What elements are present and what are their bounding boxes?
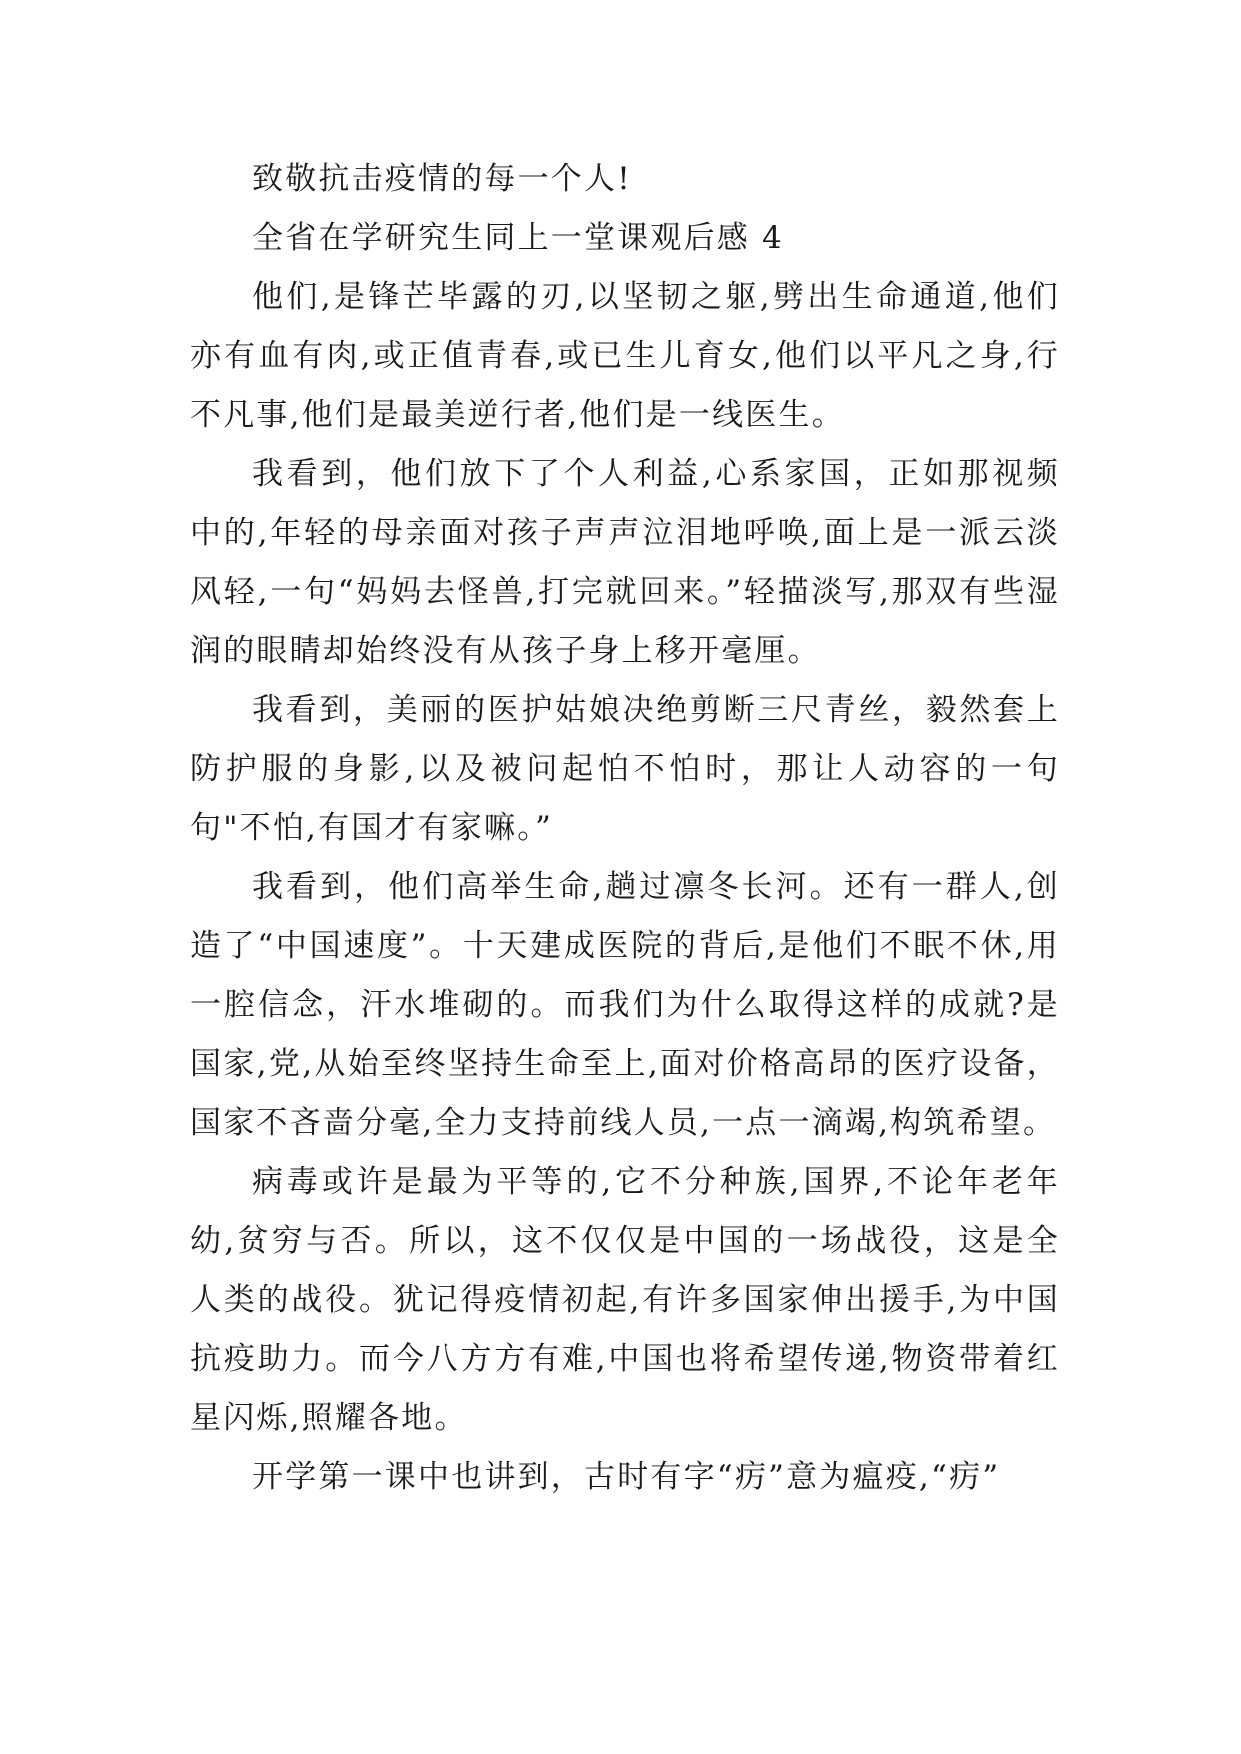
section-title: 全省在学研究生同上一堂课观后感 4: [252, 220, 784, 256]
paragraph-frontline-doctors: 他们,是锋芒毕露的刃,以坚韧之躯,劈出生命通道,他们亦有血有肉,或正值青春,或已生儿育女,他们以平凡之身,行不凡事,他们是最美逆行者,他们是一线医生。: [190, 279, 1060, 433]
paragraph-global-fight: 病毒或许是最为平等的,它不分种族,国界,不论年老年幼,贫穷与否。所以，这不仅仅是中国的一场战役，这是全人类的战役。犹记得疫情初起,有许多国家伸出援手,为中国抗疫助力。而今八方方有难,中国也将希望传递,物资带着红星闪烁,照耀各地。: [190, 1164, 1060, 1436]
paragraph-young-mother: 我看到，他们放下了个人利益,心系家国，正如那视频中的,年轻的母亲面对孩子声声泣泪地呼唤,面上是一派云淡风轻,一句“妈妈去怪兽,打完就回来。”轻描淡写,那双有些湿润的眼睛却始终没有从孩子身上移开毫厘。: [190, 456, 1060, 669]
document-body: [190, 150, 1060, 1507]
paragraph-first-lesson: 开学第一课中也讲到，古时有字“疠”意为瘟疫,“疠”: [252, 1459, 1001, 1495]
paragraph-closing-line: 致敬抗击疫情的每一个人!: [252, 161, 632, 197]
paragraph-china-speed: 我看到，他们高举生命,趟过凛冬长河。还有一群人,创造了“中国速度”。十天建成医院的背后,是他们不眠不休,用一腔信念，汗水堆砌的。而我们为什么取得这样的成就?是国家,党,从始至终坚持生命至上,面对价格高昂的医疗设备，国家不吝啬分毫,全力支持前线人员,一点一滴竭,构筑希望。: [190, 869, 1060, 1141]
paragraph-nurses: 我看到，美丽的医护姑娘决绝剪断三尺青丝，毅然套上防护服的身影,以及被问起怕不怕时，那让人动容的一句句"不怕,有国才有家嘛。”: [190, 692, 1060, 846]
